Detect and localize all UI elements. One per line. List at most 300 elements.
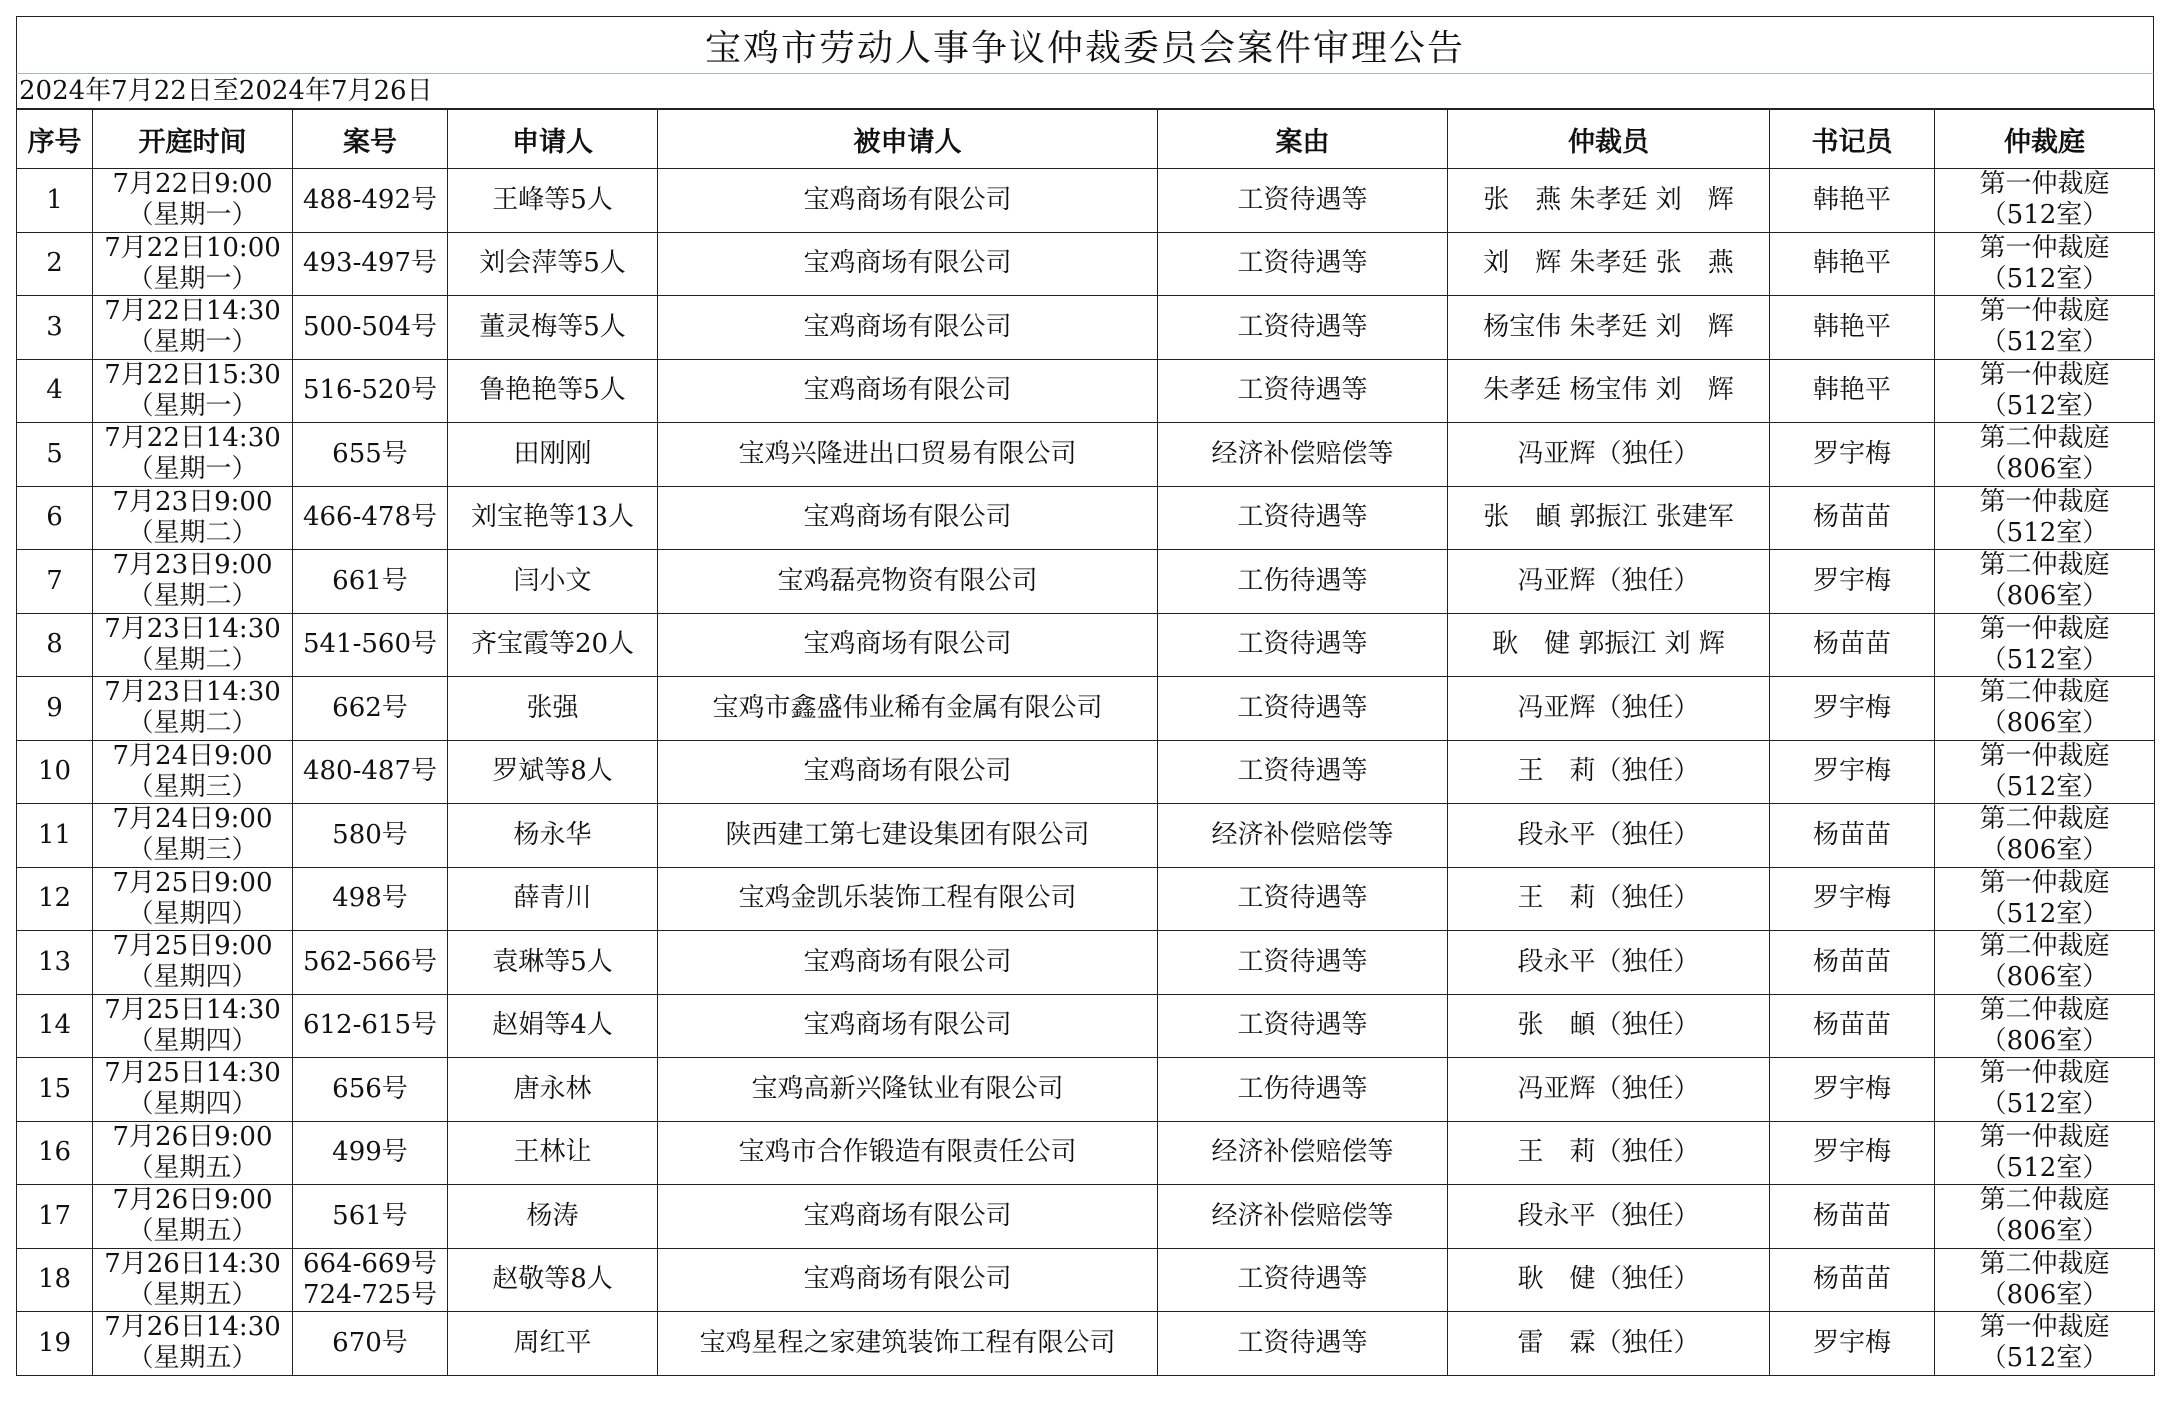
header-row	[17, 110, 2155, 169]
court-name: 第一仲裁庭	[1979, 613, 2110, 644]
hearing-time: 7月25日14:30	[104, 1058, 281, 1089]
cell-time	[93, 550, 293, 614]
case-number: 662号	[332, 692, 408, 723]
col-header-case: 案号	[293, 110, 448, 169]
hearing-weekday: （星期一）	[127, 200, 258, 231]
cell-clerk: 罗宇梅	[1770, 677, 1935, 741]
court-room: （512室）	[1980, 263, 2109, 294]
cell-arbitrator: 段永平（独任）	[1448, 1185, 1770, 1249]
table-row	[17, 1248, 2155, 1312]
cell-time	[93, 169, 293, 233]
cell-cause: 工资待遇等	[1158, 486, 1448, 550]
cell-time	[93, 677, 293, 741]
case-number: 541-560号	[302, 629, 438, 660]
hearing-weekday: （星期一）	[127, 390, 258, 421]
court-name: 第二仲裁庭	[1979, 1248, 2110, 1279]
court-name: 第一仲裁庭	[1979, 169, 2110, 200]
cell-arbitrator: 王 莉（独任）	[1448, 740, 1770, 804]
date-range: 2024年7月22日至2024年7月26日	[16, 74, 2154, 109]
court-name: 第二仲裁庭	[1979, 550, 2110, 581]
cell-respondent: 宝鸡商场有限公司	[658, 486, 1158, 550]
cell-time	[93, 804, 293, 868]
cell-applicant: 唐永林	[448, 1058, 658, 1122]
cell-respondent: 宝鸡商场有限公司	[658, 613, 1158, 677]
hearing-weekday: （星期二）	[127, 708, 258, 739]
court-room: （806室）	[1980, 581, 2109, 612]
cell-case	[293, 613, 448, 677]
court-name: 第一仲裁庭	[1979, 232, 2110, 263]
cell-court	[1935, 1058, 2155, 1122]
cell-time	[93, 423, 293, 487]
cell-time	[93, 613, 293, 677]
case-number: 498号	[332, 883, 408, 914]
table-row	[17, 1312, 2155, 1376]
table-body	[17, 169, 2155, 1376]
court-name: 第二仲裁庭	[1979, 677, 2110, 708]
hearing-time: 7月22日15:30	[104, 359, 281, 390]
cell-case	[293, 423, 448, 487]
hearing-time: 7月23日14:30	[104, 677, 281, 708]
cell-no: 11	[17, 804, 93, 868]
cell-case	[293, 740, 448, 804]
table-row	[17, 169, 2155, 233]
hearing-weekday: （星期三）	[127, 835, 258, 866]
hearing-time: 7月23日9:00	[112, 486, 273, 517]
cell-case	[293, 296, 448, 360]
cell-case	[293, 804, 448, 868]
cell-applicant: 罗斌等8人	[448, 740, 658, 804]
hearing-weekday: （星期一）	[127, 454, 258, 485]
cell-court	[1935, 677, 2155, 741]
cell-respondent: 陕西建工第七建设集团有限公司	[658, 804, 1158, 868]
cell-respondent: 宝鸡磊亮物资有限公司	[658, 550, 1158, 614]
cell-arbitrator: 耿 健（独任）	[1448, 1248, 1770, 1312]
cell-time	[93, 931, 293, 995]
case-number: 655号	[332, 438, 408, 469]
cell-no: 17	[17, 1185, 93, 1249]
court-room: （806室）	[1980, 454, 2109, 485]
col-header-respondent: 被申请人	[658, 110, 1158, 169]
cell-arbitrator: 刘 辉 朱孝廷 张 燕	[1448, 232, 1770, 296]
hearing-time: 7月25日9:00	[112, 931, 273, 962]
cell-cause: 工伤待遇等	[1158, 550, 1448, 614]
hearing-weekday: （星期五）	[127, 1279, 258, 1310]
court-name: 第二仲裁庭	[1979, 994, 2110, 1025]
hearing-weekday: （星期二）	[127, 517, 258, 548]
cell-court	[1935, 296, 2155, 360]
cell-court	[1935, 804, 2155, 868]
cell-cause: 工资待遇等	[1158, 867, 1448, 931]
hearing-weekday: （星期三）	[127, 771, 258, 802]
cell-no: 14	[17, 994, 93, 1058]
cell-case	[293, 677, 448, 741]
cell-cause: 工资待遇等	[1158, 931, 1448, 995]
col-header-cause: 案由	[1158, 110, 1448, 169]
cell-clerk: 罗宇梅	[1770, 550, 1935, 614]
hearing-time: 7月24日9:00	[112, 804, 273, 835]
cell-respondent: 宝鸡商场有限公司	[658, 169, 1158, 233]
court-room: （512室）	[1980, 327, 2109, 358]
cell-court	[1935, 1248, 2155, 1312]
cell-clerk: 杨苗苗	[1770, 994, 1935, 1058]
hearing-weekday: （星期一）	[127, 263, 258, 294]
cell-court	[1935, 359, 2155, 423]
court-room: （806室）	[1980, 1025, 2109, 1056]
court-room: （512室）	[1980, 200, 2109, 231]
cell-court	[1935, 1312, 2155, 1376]
cell-case	[293, 994, 448, 1058]
cell-cause: 工资待遇等	[1158, 613, 1448, 677]
court-name: 第一仲裁庭	[1979, 486, 2110, 517]
cell-respondent: 宝鸡商场有限公司	[658, 1248, 1158, 1312]
table-row	[17, 359, 2155, 423]
cell-arbitrator: 冯亚辉（独任）	[1448, 550, 1770, 614]
case-number: 516-520号	[302, 375, 438, 406]
cell-respondent: 宝鸡商场有限公司	[658, 296, 1158, 360]
cell-respondent: 宝鸡商场有限公司	[658, 359, 1158, 423]
cell-clerk: 罗宇梅	[1770, 1058, 1935, 1122]
cell-applicant: 周红平	[448, 1312, 658, 1376]
hearing-weekday: （星期五）	[127, 1216, 258, 1247]
hearing-weekday: （星期四）	[127, 1089, 258, 1120]
cell-arbitrator: 杨宝伟 朱孝廷 刘 辉	[1448, 296, 1770, 360]
cell-applicant: 闫小文	[448, 550, 658, 614]
hearing-time: 7月22日9:00	[112, 169, 273, 200]
cell-applicant: 赵娟等4人	[448, 994, 658, 1058]
hearing-time: 7月26日9:00	[112, 1185, 273, 1216]
cell-cause: 工资待遇等	[1158, 1248, 1448, 1312]
cell-time	[93, 994, 293, 1058]
hearing-time: 7月25日14:30	[104, 994, 281, 1025]
col-header-time: 开庭时间	[93, 110, 293, 169]
cell-no: 15	[17, 1058, 93, 1122]
cell-arbitrator: 冯亚辉（独任）	[1448, 423, 1770, 487]
table-row	[17, 740, 2155, 804]
hearing-time: 7月22日10:00	[104, 232, 281, 263]
cell-cause: 工资待遇等	[1158, 296, 1448, 360]
cell-arbitrator: 王 莉（独任）	[1448, 1121, 1770, 1185]
hearing-weekday: （星期二）	[127, 644, 258, 675]
cell-case	[293, 359, 448, 423]
cell-clerk: 杨苗苗	[1770, 613, 1935, 677]
cell-cause: 工资待遇等	[1158, 740, 1448, 804]
cell-no: 13	[17, 931, 93, 995]
hearing-time: 7月23日9:00	[112, 550, 273, 581]
cell-case	[293, 931, 448, 995]
case-number: 656号	[332, 1073, 408, 1104]
cell-no: 5	[17, 423, 93, 487]
cell-respondent: 宝鸡星程之家建筑装饰工程有限公司	[658, 1312, 1158, 1376]
cell-no: 6	[17, 486, 93, 550]
cell-time	[93, 1185, 293, 1249]
cell-clerk: 韩艳平	[1770, 169, 1935, 233]
cell-applicant: 杨永华	[448, 804, 658, 868]
cell-applicant: 刘会萍等5人	[448, 232, 658, 296]
case-number: 466-478号	[302, 502, 438, 533]
court-name: 第一仲裁庭	[1979, 359, 2110, 390]
sheet-title: 宝鸡市劳动人事争议仲裁委员会案件审理公告	[16, 16, 2154, 74]
cell-case	[293, 1121, 448, 1185]
cell-arbitrator: 朱孝廷 杨宝伟 刘 辉	[1448, 359, 1770, 423]
hearing-weekday: （星期五）	[127, 1152, 258, 1183]
cell-arbitrator: 张 頔 郭振江 张建军	[1448, 486, 1770, 550]
cell-respondent: 宝鸡市合作锻造有限责任公司	[658, 1121, 1158, 1185]
cell-time	[93, 1248, 293, 1312]
hearing-time: 7月25日9:00	[112, 867, 273, 898]
court-name: 第一仲裁庭	[1979, 1058, 2110, 1089]
cell-cause: 工资待遇等	[1158, 994, 1448, 1058]
case-number: 488-492号	[302, 184, 438, 215]
cell-clerk: 韩艳平	[1770, 232, 1935, 296]
hearing-time: 7月22日14:30	[104, 423, 281, 454]
court-room: （512室）	[1980, 1343, 2109, 1374]
cell-clerk: 罗宇梅	[1770, 423, 1935, 487]
court-room: （512室）	[1980, 1152, 2109, 1183]
cell-cause: 工资待遇等	[1158, 169, 1448, 233]
cell-court	[1935, 169, 2155, 233]
case-number: 670号	[332, 1327, 408, 1358]
cell-respondent: 宝鸡商场有限公司	[658, 740, 1158, 804]
court-name: 第一仲裁庭	[1979, 867, 2110, 898]
col-header-court: 仲裁庭	[1935, 110, 2155, 169]
cell-court	[1935, 423, 2155, 487]
table-row	[17, 1185, 2155, 1249]
hearing-schedule-table	[16, 109, 2155, 1376]
cell-respondent: 宝鸡商场有限公司	[658, 1185, 1158, 1249]
case-number: 480-487号	[302, 756, 438, 787]
cell-case	[293, 1312, 448, 1376]
hearing-weekday: （星期四）	[127, 898, 258, 929]
cell-applicant: 董灵梅等5人	[448, 296, 658, 360]
cell-case	[293, 1248, 448, 1312]
cell-time	[93, 1058, 293, 1122]
table-row	[17, 994, 2155, 1058]
case-number: 612-615号	[302, 1010, 438, 1041]
cell-clerk: 杨苗苗	[1770, 486, 1935, 550]
case-number: 499号	[332, 1137, 408, 1168]
cell-cause: 工资待遇等	[1158, 677, 1448, 741]
cell-no: 16	[17, 1121, 93, 1185]
court-name: 第一仲裁庭	[1979, 1312, 2110, 1343]
cell-cause: 经济补偿赔偿等	[1158, 1121, 1448, 1185]
cell-clerk: 罗宇梅	[1770, 1312, 1935, 1376]
case-number-2: 724-725号	[302, 1279, 438, 1310]
cell-clerk: 韩艳平	[1770, 296, 1935, 360]
cell-respondent: 宝鸡金凯乐装饰工程有限公司	[658, 867, 1158, 931]
cell-arbitrator: 张 頔（独任）	[1448, 994, 1770, 1058]
cell-time	[93, 740, 293, 804]
col-header-clerk: 书记员	[1770, 110, 1935, 169]
hearing-weekday: （星期一）	[127, 327, 258, 358]
cell-no: 7	[17, 550, 93, 614]
cell-cause: 经济补偿赔偿等	[1158, 1185, 1448, 1249]
cell-case	[293, 1185, 448, 1249]
court-name: 第二仲裁庭	[1979, 931, 2110, 962]
cell-applicant: 鲁艳艳等5人	[448, 359, 658, 423]
court-room: （806室）	[1980, 962, 2109, 993]
cell-clerk: 杨苗苗	[1770, 931, 1935, 995]
table-row	[17, 232, 2155, 296]
cell-respondent: 宝鸡市鑫盛伟业稀有金属有限公司	[658, 677, 1158, 741]
cell-court	[1935, 613, 2155, 677]
court-room: （512室）	[1980, 771, 2109, 802]
court-room: （512室）	[1980, 644, 2109, 675]
cell-no: 4	[17, 359, 93, 423]
court-name: 第一仲裁庭	[1979, 740, 2110, 771]
cell-court	[1935, 1185, 2155, 1249]
col-header-applicant: 申请人	[448, 110, 658, 169]
case-number: 580号	[332, 819, 408, 850]
cell-respondent: 宝鸡商场有限公司	[658, 232, 1158, 296]
cell-applicant: 薛青川	[448, 867, 658, 931]
cell-court	[1935, 232, 2155, 296]
hearing-time: 7月24日9:00	[112, 740, 273, 771]
hearing-weekday: （星期四）	[127, 1025, 258, 1056]
cell-clerk: 杨苗苗	[1770, 1185, 1935, 1249]
table-row	[17, 423, 2155, 487]
cell-no: 19	[17, 1312, 93, 1376]
court-room: （806室）	[1980, 1216, 2109, 1247]
court-room: （512室）	[1980, 898, 2109, 929]
cell-cause: 工资待遇等	[1158, 1312, 1448, 1376]
cell-arbitrator: 段永平（独任）	[1448, 931, 1770, 995]
cell-arbitrator: 耿 健 郭振江 刘 辉	[1448, 613, 1770, 677]
court-room: （806室）	[1980, 708, 2109, 739]
court-room: （512室）	[1980, 1089, 2109, 1120]
cell-no: 8	[17, 613, 93, 677]
table-row	[17, 804, 2155, 868]
cell-arbitrator: 雷 霖（独任）	[1448, 1312, 1770, 1376]
court-room: （806室）	[1980, 835, 2109, 866]
cell-time	[93, 486, 293, 550]
cell-case	[293, 867, 448, 931]
hearing-weekday: （星期四）	[127, 962, 258, 993]
hearing-weekday: （星期五）	[127, 1343, 258, 1374]
cell-court	[1935, 994, 2155, 1058]
cell-court	[1935, 867, 2155, 931]
table-row	[17, 1121, 2155, 1185]
court-room: （806室）	[1980, 1279, 2109, 1310]
cell-time	[93, 1121, 293, 1185]
cell-time	[93, 232, 293, 296]
cell-cause: 工资待遇等	[1158, 359, 1448, 423]
cell-arbitrator: 冯亚辉（独任）	[1448, 1058, 1770, 1122]
cell-no: 10	[17, 740, 93, 804]
cell-applicant: 王峰等5人	[448, 169, 658, 233]
cell-no: 12	[17, 867, 93, 931]
table-row	[17, 677, 2155, 741]
cell-applicant: 王林让	[448, 1121, 658, 1185]
cell-applicant: 刘宝艳等13人	[448, 486, 658, 550]
col-header-arbitrator: 仲裁员	[1448, 110, 1770, 169]
cell-cause: 工伤待遇等	[1158, 1058, 1448, 1122]
cell-court	[1935, 931, 2155, 995]
table-row	[17, 486, 2155, 550]
col-header-no: 序号	[17, 110, 93, 169]
table-row	[17, 296, 2155, 360]
cell-arbitrator: 冯亚辉（独任）	[1448, 677, 1770, 741]
hearing-weekday: （星期二）	[127, 581, 258, 612]
cell-court	[1935, 550, 2155, 614]
table-row	[17, 931, 2155, 995]
cell-cause: 工资待遇等	[1158, 232, 1448, 296]
cell-case	[293, 232, 448, 296]
court-name: 第二仲裁庭	[1979, 1185, 2110, 1216]
case-number: 493-497号	[302, 248, 438, 279]
cell-clerk: 韩艳平	[1770, 359, 1935, 423]
cell-cause: 经济补偿赔偿等	[1158, 804, 1448, 868]
cell-clerk: 罗宇梅	[1770, 867, 1935, 931]
case-number: 562-566号	[302, 946, 438, 977]
court-name: 第二仲裁庭	[1979, 423, 2110, 454]
cell-respondent: 宝鸡高新兴隆钛业有限公司	[658, 1058, 1158, 1122]
case-number: 561号	[332, 1200, 408, 1231]
court-room: （512室）	[1980, 517, 2109, 548]
cell-clerk: 罗宇梅	[1770, 740, 1935, 804]
cell-no: 9	[17, 677, 93, 741]
cell-time	[93, 1312, 293, 1376]
announcement-sheet	[16, 16, 2154, 1376]
cell-applicant: 杨涛	[448, 1185, 658, 1249]
court-name: 第一仲裁庭	[1979, 296, 2110, 327]
table-row	[17, 550, 2155, 614]
cell-court	[1935, 1121, 2155, 1185]
cell-applicant: 张强	[448, 677, 658, 741]
cell-arbitrator: 段永平（独任）	[1448, 804, 1770, 868]
cell-time	[93, 359, 293, 423]
hearing-time: 7月26日9:00	[112, 1121, 273, 1152]
cell-case	[293, 550, 448, 614]
cell-respondent: 宝鸡兴隆进出口贸易有限公司	[658, 423, 1158, 487]
cell-clerk: 杨苗苗	[1770, 1248, 1935, 1312]
cell-clerk: 杨苗苗	[1770, 804, 1935, 868]
cell-court	[1935, 740, 2155, 804]
cell-case	[293, 169, 448, 233]
court-room: （512室）	[1980, 390, 2109, 421]
cell-applicant: 赵敬等8人	[448, 1248, 658, 1312]
case-number: 661号	[332, 565, 408, 596]
cell-cause: 经济补偿赔偿等	[1158, 423, 1448, 487]
cell-no: 3	[17, 296, 93, 360]
hearing-time: 7月26日14:30	[104, 1248, 281, 1279]
cell-no: 18	[17, 1248, 93, 1312]
table-row	[17, 1058, 2155, 1122]
cell-case	[293, 1058, 448, 1122]
cell-no: 2	[17, 232, 93, 296]
cell-court	[1935, 486, 2155, 550]
cell-applicant: 袁琳等5人	[448, 931, 658, 995]
hearing-time: 7月26日14:30	[104, 1312, 281, 1343]
cell-clerk: 罗宇梅	[1770, 1121, 1935, 1185]
cell-applicant: 齐宝霞等20人	[448, 613, 658, 677]
cell-time	[93, 296, 293, 360]
hearing-time: 7月22日14:30	[104, 296, 281, 327]
case-number: 500-504号	[302, 311, 438, 342]
cell-arbitrator: 张 燕 朱孝廷 刘 辉	[1448, 169, 1770, 233]
cell-no: 1	[17, 169, 93, 233]
cell-respondent: 宝鸡商场有限公司	[658, 994, 1158, 1058]
cell-time	[93, 867, 293, 931]
court-name: 第一仲裁庭	[1979, 1121, 2110, 1152]
cell-case	[293, 486, 448, 550]
cell-applicant: 田刚刚	[448, 423, 658, 487]
court-name: 第二仲裁庭	[1979, 804, 2110, 835]
table-row	[17, 613, 2155, 677]
table-row	[17, 867, 2155, 931]
hearing-time: 7月23日14:30	[104, 613, 281, 644]
case-number: 664-669号	[302, 1248, 438, 1279]
cell-respondent: 宝鸡商场有限公司	[658, 931, 1158, 995]
